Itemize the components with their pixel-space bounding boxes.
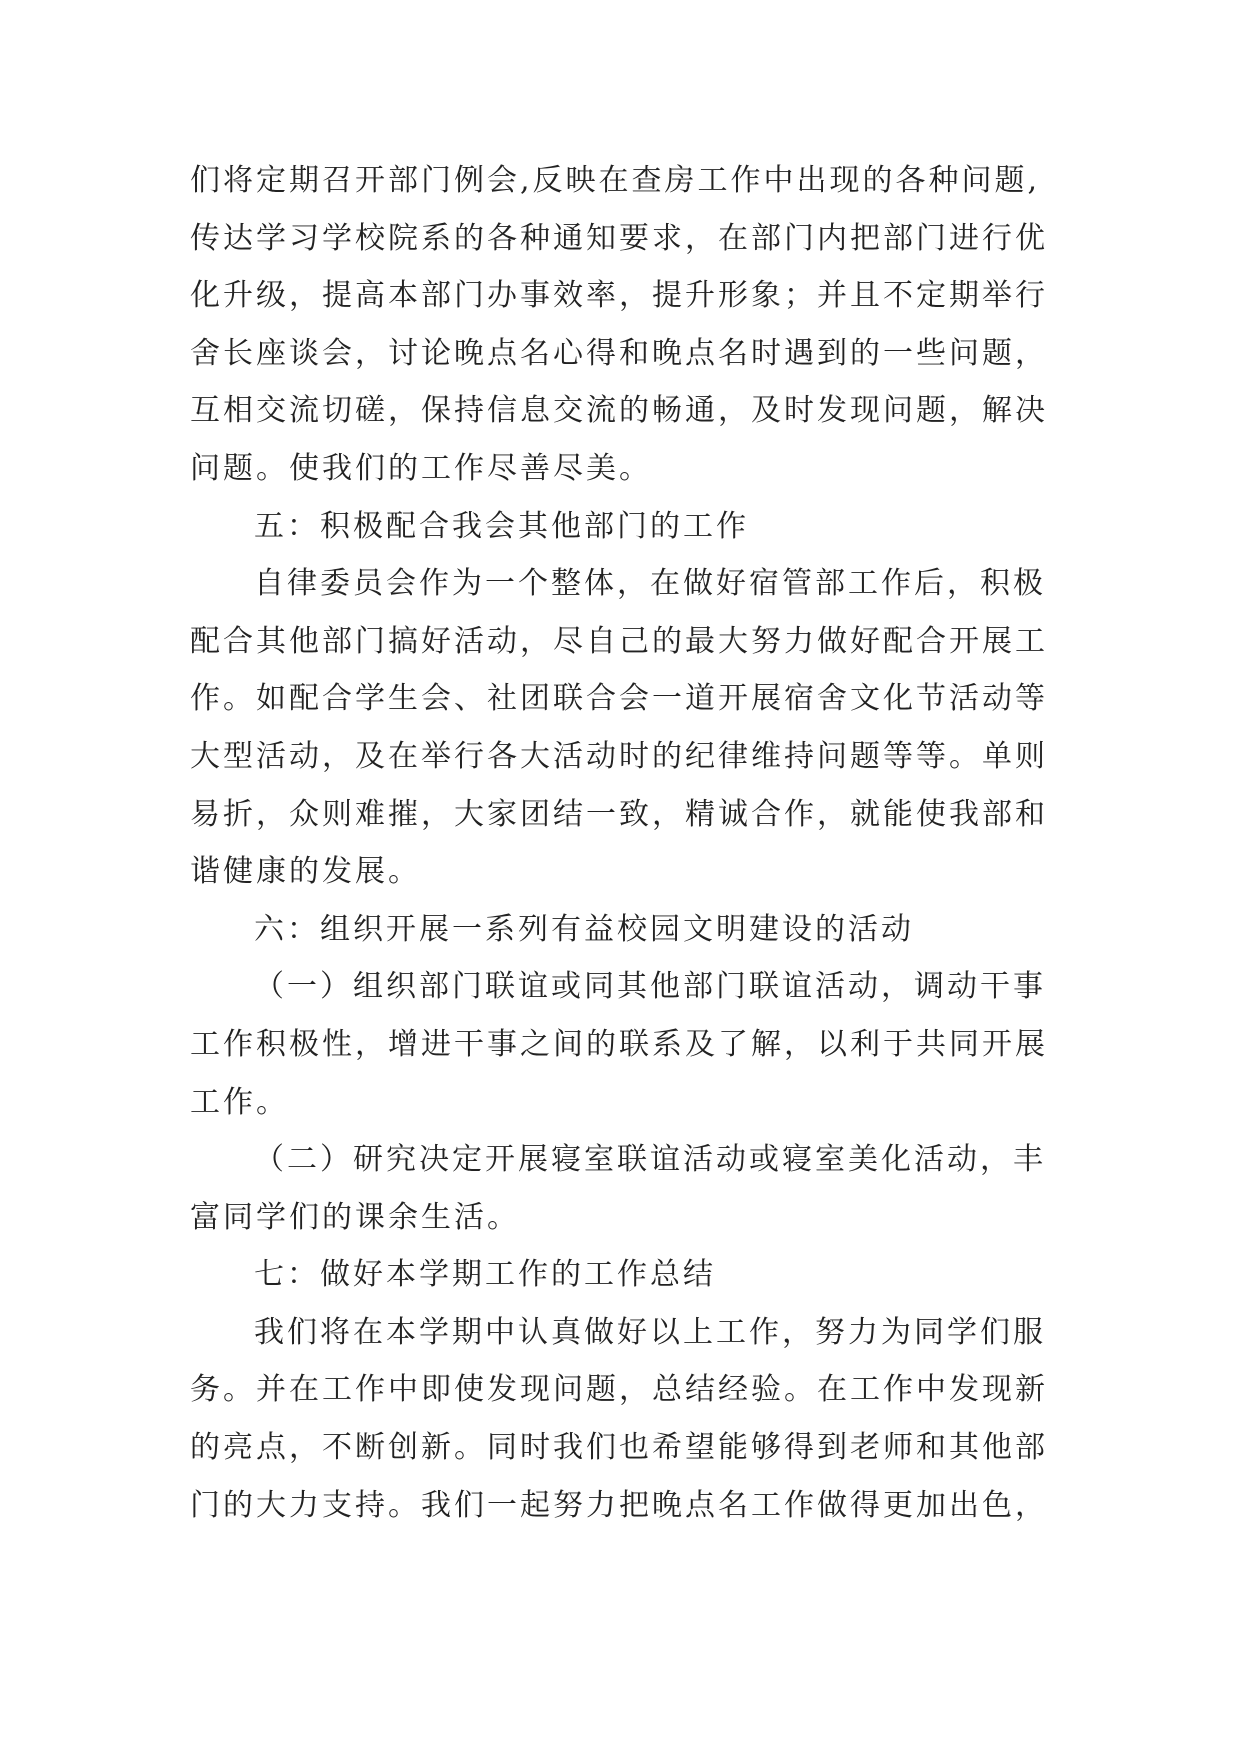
text-line: 问题。使我们的工作尽善尽美。: [190, 450, 652, 486]
text-line: 我们将在本学期中认真做好以上工作，努力为同学们服: [254, 1314, 1046, 1350]
subitem-1: （一）组织部门联谊或同其他部门联谊活动，调动干事: [254, 969, 1046, 1005]
text-line: 务。并在工作中即使发现问题，总结经验。在工作中发现新: [190, 1372, 1048, 1408]
text-line: 富同学们的课余生活。: [190, 1199, 520, 1235]
text-line: 谐健康的发展。: [190, 854, 421, 890]
section-heading-7: 七：做好本学期工作的工作总结: [254, 1257, 716, 1293]
text-line: 化升级，提高本部门办事效率，提升形象；并且不定期举行: [190, 278, 1048, 314]
text-line: 配合其他部门搞好活动，尽自己的最大努力做好配合开展工: [190, 623, 1048, 659]
text-line: 工作积极性，增进干事之间的联系及了解，以利于共同开展: [190, 1026, 1048, 1062]
text-line: 工作。: [190, 1084, 289, 1120]
text-line: 门的大力支持。我们一起努力把晚点名工作做得更加出色，: [190, 1487, 1048, 1523]
text-line: 自律委员会作为一个整体，在做好宿管部工作后，积极: [254, 566, 1046, 602]
text-line: 的亮点，不断创新。同时我们也希望能够得到老师和其他部: [190, 1430, 1048, 1466]
body-text: [190, 152, 1090, 1534]
section-heading-5: 五：积极配合我会其他部门的工作: [254, 508, 749, 544]
text-line: 易折，众则难摧，大家团结一致，精诚合作，就能使我部和: [190, 796, 1048, 832]
text-line: 互相交流切磋，保持信息交流的畅通，及时发现问题，解决: [190, 393, 1048, 429]
subitem-2: （二）研究决定开展寝室联谊活动或寝室美化活动，丰: [254, 1142, 1046, 1178]
section-heading-6: 六：组织开展一系列有益校园文明建设的活动: [254, 911, 914, 947]
text-line: 传达学习学校院系的各种通知要求，在部门内把部门进行优: [190, 220, 1048, 256]
text-line: 作。如配合学生会、社团联合会一道开展宿舍文化节活动等: [190, 681, 1048, 717]
text-line: 大型活动，及在举行各大活动时的纪律维持问题等等。单则: [190, 738, 1048, 774]
text-line: 舍长座谈会，讨论晚点名心得和晚点名时遇到的一些问题，: [190, 335, 1048, 371]
text-line: 们将定期召开部门例会,反映在查房工作中出现的各种问题,: [190, 163, 1041, 198]
